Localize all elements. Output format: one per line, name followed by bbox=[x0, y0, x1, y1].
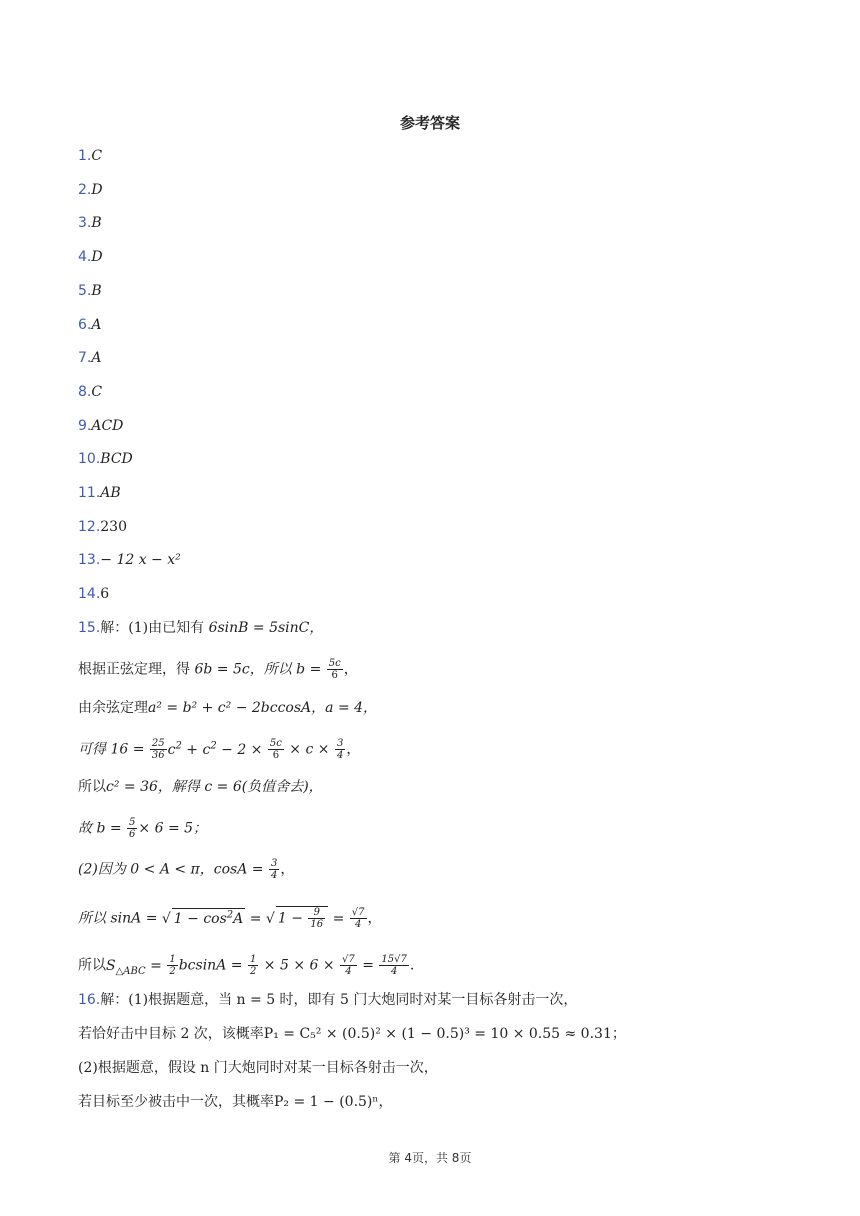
answer-value: C bbox=[91, 148, 103, 164]
fraction: $\frac{5c}{6}$ bbox=[328, 658, 341, 681]
answer-number: 13. bbox=[78, 552, 101, 568]
q15-eq-2: 6b = 5c，所以 b = bbox=[194, 661, 326, 678]
q15-line-7: (2)因为 0 < A < π，cosA = $\frac{3}{4}$ ， bbox=[78, 858, 295, 881]
answer-value: D bbox=[91, 182, 103, 198]
answer-value: BCD bbox=[100, 451, 133, 467]
answer-number: 14. bbox=[78, 586, 101, 602]
answer-value: 230 bbox=[100, 519, 127, 535]
fraction: $\frac{√7}{4}$ bbox=[351, 907, 365, 930]
fraction: $\frac{√7}{4}$ bbox=[342, 954, 355, 977]
q15-line-1 bbox=[78, 618, 323, 638]
q15-text: 所以 bbox=[78, 779, 106, 795]
answer-row bbox=[78, 180, 103, 200]
q15-line-8: 所以 sinA = √ $1 - \cos^2A$ = √ 1 − $\frac{9}{16}$ = $\frac{√7}{4}$ ， bbox=[78, 907, 382, 930]
q15-eq-8a: 所以 sinA = bbox=[78, 910, 162, 927]
answer-number: 8. bbox=[78, 384, 92, 400]
answer-row bbox=[78, 550, 181, 570]
q15-eq-5: c² = 36，解得 c = 6(负值舍去)， bbox=[106, 779, 323, 795]
answer-number: 7. bbox=[78, 350, 92, 366]
q16-number: 16. bbox=[78, 992, 101, 1008]
answer-row bbox=[78, 584, 109, 604]
page-title: 参考答案 bbox=[399, 114, 460, 132]
q16-text-1: 解：(1)根据题意，当 n = 5 时，即有 5 门大炮同时对某一目标各射击一次， bbox=[100, 992, 578, 1008]
answer-number: 3. bbox=[78, 215, 92, 231]
answer-row bbox=[78, 348, 101, 368]
q15-line-2: 根据正弦定理，得 6b = 5c，所以 b = $\frac{5c}{6}$ ， bbox=[78, 658, 358, 681]
answer-number: 10. bbox=[78, 451, 101, 467]
answer-value: AB bbox=[100, 485, 121, 501]
answer-number: 9. bbox=[78, 418, 92, 434]
fraction: $\frac{3}{4}$ bbox=[270, 858, 278, 881]
q16-text-3: (2)根据题意，假设 n 门大炮同时对某一目标各射击一次， bbox=[78, 1060, 438, 1076]
answer-row bbox=[78, 247, 103, 267]
answer-number: 4. bbox=[78, 249, 92, 265]
answer-number: 6. bbox=[78, 317, 92, 333]
answer-number: 2. bbox=[78, 182, 92, 198]
page-footer: 第 4页，共 8页 bbox=[388, 1151, 472, 1165]
answer-row bbox=[78, 449, 133, 469]
answer-value: D bbox=[91, 249, 103, 265]
fraction: $\frac{25}{36}$ bbox=[151, 738, 165, 761]
answer-row bbox=[78, 315, 101, 335]
answer-number: 1. bbox=[78, 148, 92, 164]
q15-line-9: 所以$S_{\triangle ABC}$ = $\frac{1}{2}$ bcsinA = $\frac{1}{2}$ × 5 × 6 × $\frac{√7}{4}$ = $\frac{15√7}{4}$ . bbox=[78, 954, 415, 977]
q15-number: 15. bbox=[78, 620, 101, 636]
fraction: $\frac{3}{4}$ bbox=[336, 738, 344, 761]
q16-line-1 bbox=[78, 990, 577, 1010]
answer-number: 11. bbox=[78, 485, 101, 501]
q16-line-4 bbox=[78, 1092, 392, 1112]
answer-value: C bbox=[91, 384, 103, 400]
q15-eq-1: 6sinB = 5sinC， bbox=[208, 620, 324, 636]
q15-line-3 bbox=[78, 698, 377, 718]
fraction: $\frac{15√7}{4}$ bbox=[381, 954, 407, 977]
q15-eq-6a: 故 b = bbox=[78, 820, 127, 837]
q16-text-4: 若目标至少被击中一次，其概率P₂ = 1 − (0.5)ⁿ， bbox=[78, 1094, 393, 1110]
q15-eq-7a: (2)因为 0 < A < π，cosA = bbox=[78, 861, 268, 878]
answer-row bbox=[78, 416, 123, 436]
q15-text: 根据正弦定理，得 bbox=[78, 661, 195, 678]
answer-value: B bbox=[91, 283, 102, 299]
fraction: $\frac{1}{2}$ bbox=[169, 954, 176, 977]
q16-line-3 bbox=[78, 1058, 438, 1078]
fraction: $\frac{5c}{6}$ bbox=[269, 738, 282, 761]
answer-value: A bbox=[91, 317, 102, 333]
answer-value: B bbox=[91, 215, 102, 231]
q15-line-4: 可得 16 = $\frac{25}{36}$ $c^2 + c^2 - 2$ × $\frac{5c}{6}$ × c × $\frac{3}{4}$ ， bbox=[78, 738, 361, 761]
answer-number: 5. bbox=[78, 283, 92, 299]
answer-value: 6 bbox=[100, 586, 110, 602]
answer-row bbox=[78, 483, 121, 503]
fraction: $\frac{1}{2}$ bbox=[249, 954, 257, 977]
answer-number: 12. bbox=[78, 519, 101, 535]
q15-intro: 解：(1)由已知有 bbox=[100, 620, 205, 636]
q15-text: 所以 bbox=[78, 957, 106, 974]
answer-row bbox=[78, 146, 102, 166]
answer-value: A bbox=[91, 350, 102, 366]
q15-line-6 bbox=[78, 817, 207, 840]
q15-line-5 bbox=[78, 777, 323, 797]
answer-row bbox=[78, 281, 102, 301]
q15-text: 由余弦定理 bbox=[78, 700, 148, 716]
q15-eq-6b: × 6 = 5； bbox=[138, 820, 208, 837]
answer-row bbox=[78, 517, 127, 537]
q16-text-2: 若恰好击中目标 2 次，该概率P₁ = C₅² × (0.5)² × (1 − 0.5)³ = 10 × 0.55 ≈ 0.31； bbox=[78, 1026, 626, 1042]
fraction: $\frac{5}{6}$ bbox=[129, 817, 136, 840]
answer-row bbox=[78, 382, 102, 402]
q15-eq-4a: 可得 16 = bbox=[78, 741, 149, 758]
q16-line-2 bbox=[78, 1024, 626, 1044]
q15-eq-3: a² = b² + c² − 2bccosA，a = 4， bbox=[148, 700, 378, 716]
answer-value: − 12 x − x² bbox=[100, 552, 181, 568]
answer-value: ACD bbox=[91, 418, 124, 434]
answer-row bbox=[78, 213, 102, 233]
